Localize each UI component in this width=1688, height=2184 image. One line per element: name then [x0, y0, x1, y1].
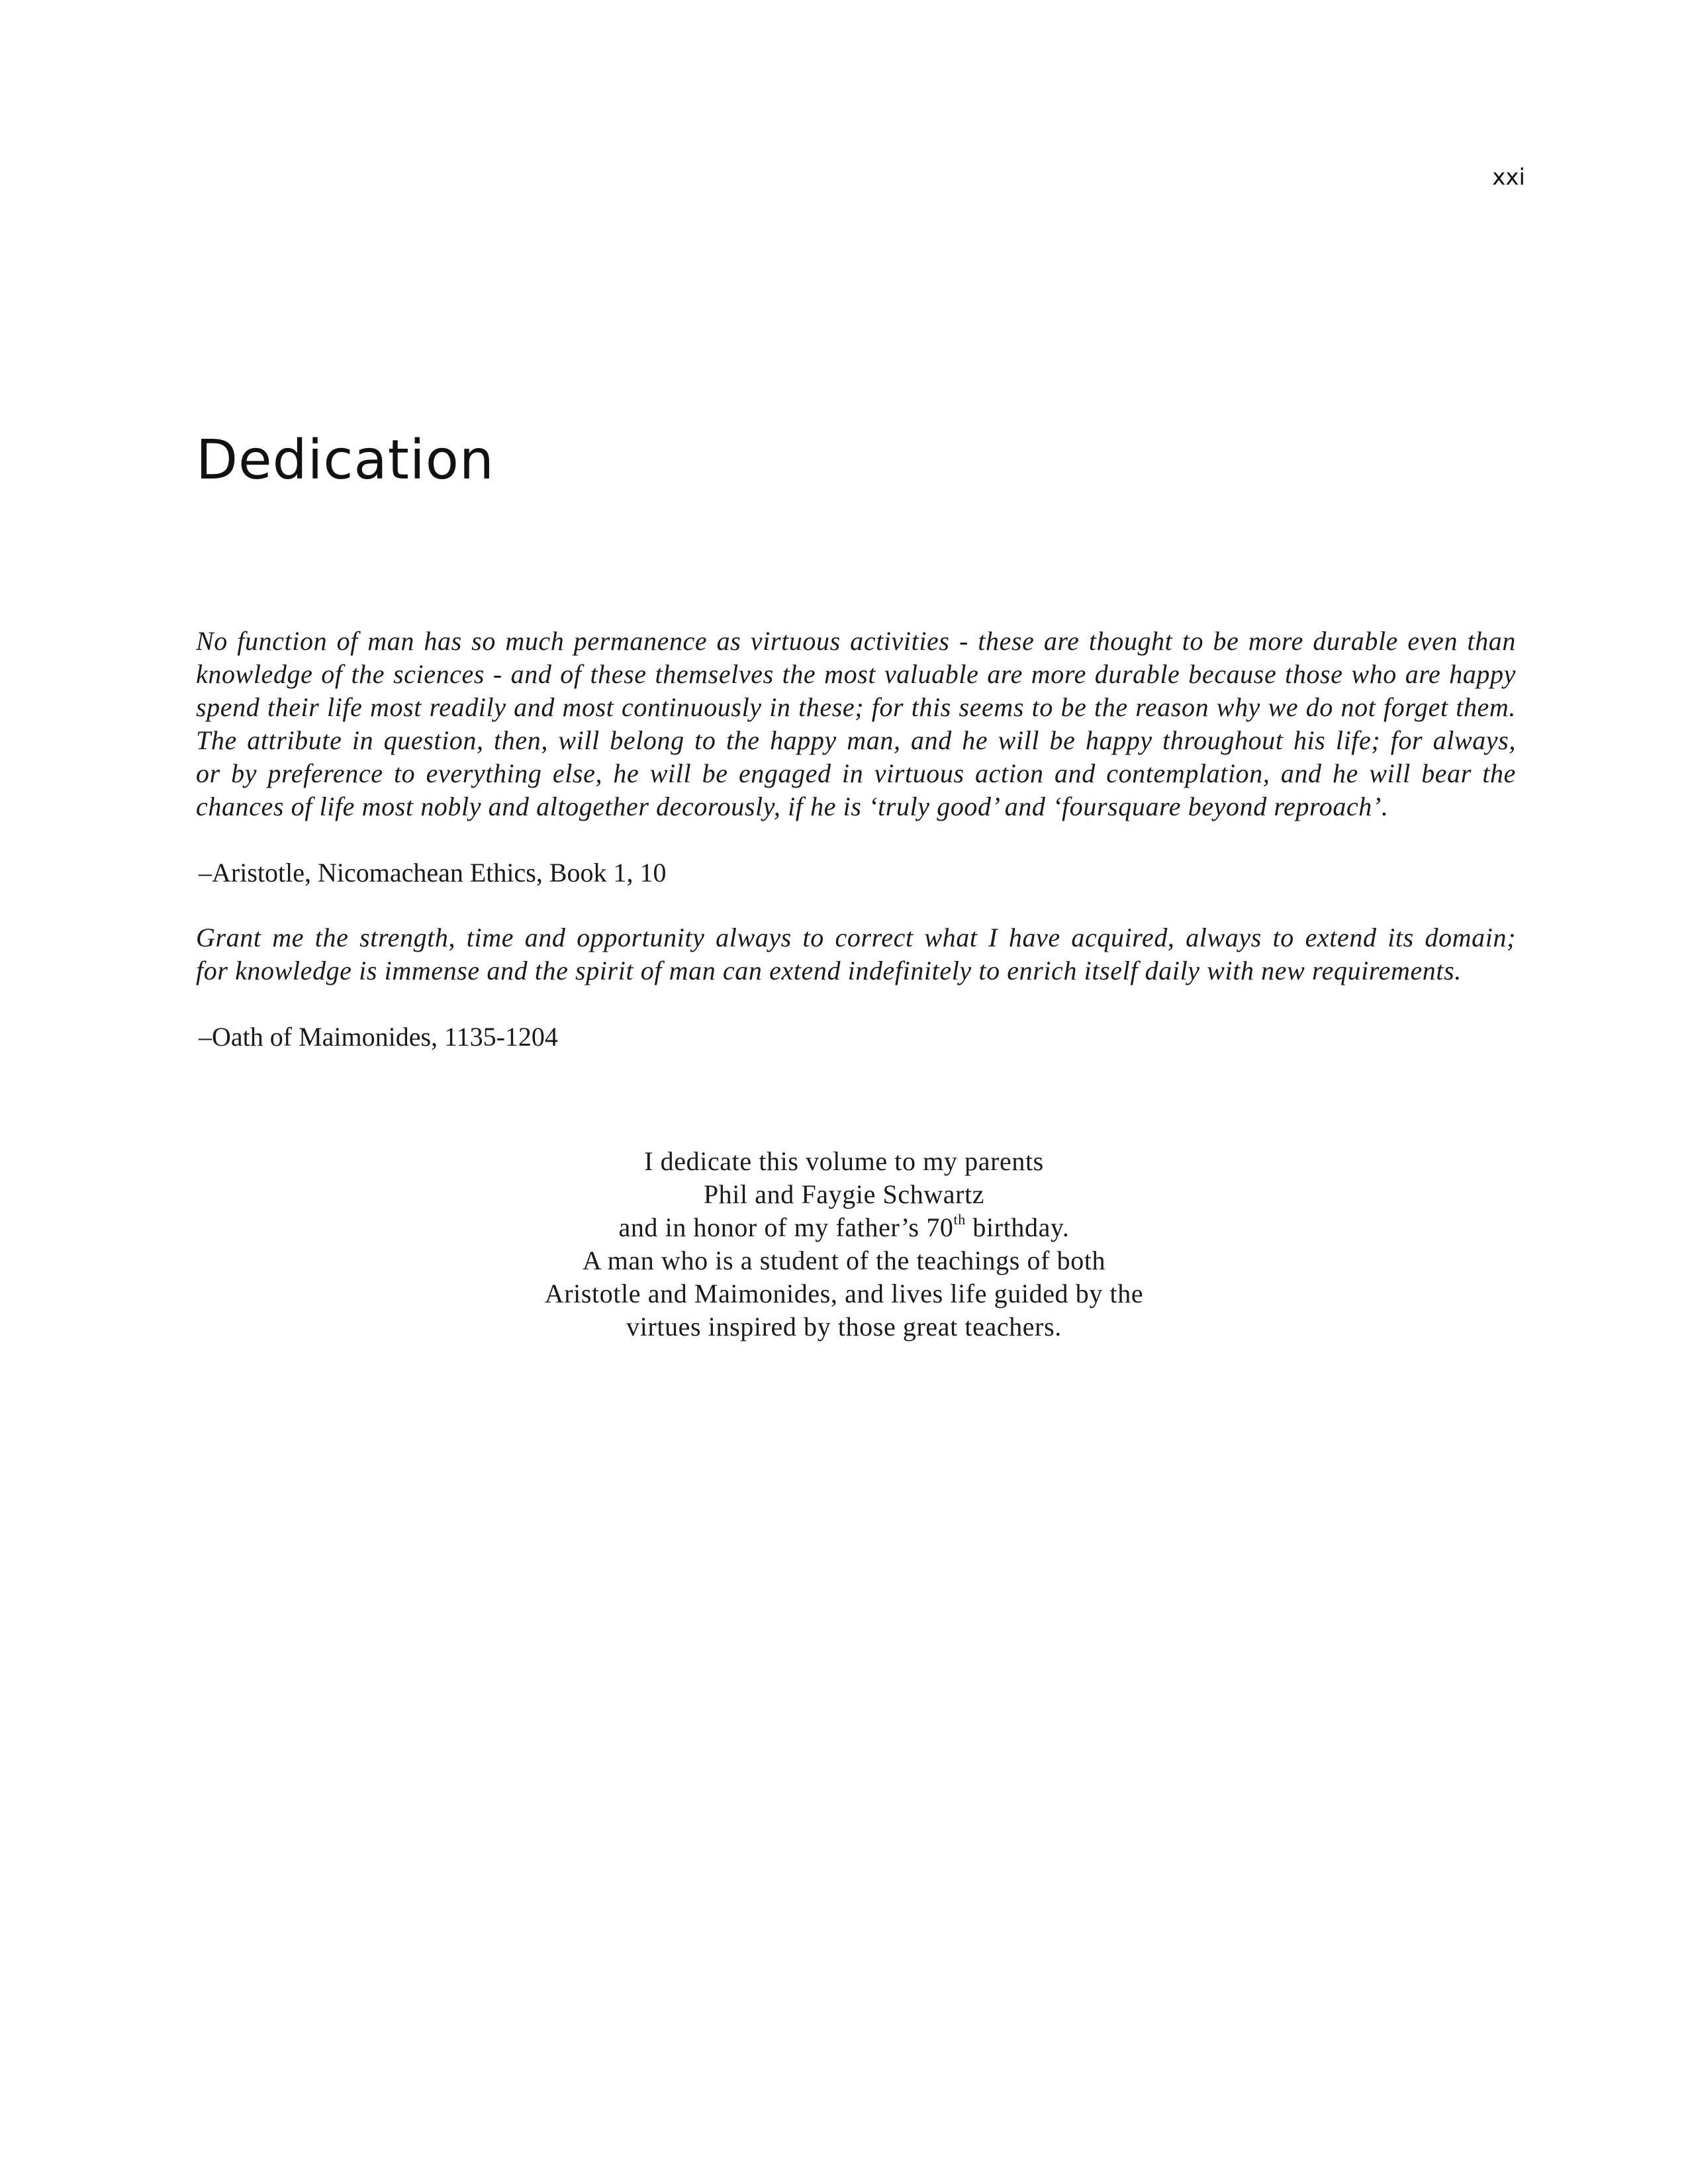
dedication-text: birthday.: [965, 1212, 1070, 1242]
quote-line: Grant me the strength, time and opportunity always to correct what I have acquired, always to extend its domain;: [196, 923, 1516, 952]
quote-line: for knowledge is immense and the spirit of man can extend indefinitely to enrich itself daily with new requirements.: [196, 956, 1462, 985]
ordinal-suffix: th: [953, 1210, 966, 1228]
aristotle-quote: [196, 625, 1516, 823]
dedication-line: virtues inspired by those great teachers.: [626, 1312, 1062, 1342]
dedication-text: and in honor of my father’s 70: [618, 1212, 954, 1242]
quote-line: or by preference to everything else, he will be engaged in virtuous action and contemplation, and he will bear the: [196, 758, 1516, 788]
page-number: xxi: [1492, 164, 1525, 191]
dedication-line: Aristotle and Maimonides, and lives life guided by the: [544, 1279, 1144, 1308]
quote-line: chances of life most nobly and altogether decorously, if he is ‘truly good’ and ‘foursquare beyond reproach’.: [196, 792, 1389, 821]
maimonides-quote: [196, 921, 1516, 987]
dedication-block: [0, 1145, 1688, 1343]
maimonides-attribution: –Oath of Maimonides, 1135-1204: [199, 1022, 558, 1052]
dedication-line: Phil and Faygie Schwartz: [703, 1179, 985, 1209]
quote-line: spend their life most readily and most continuously in these; for this seems to be the reason why we do not forget them.: [196, 692, 1516, 722]
dedication-line: [0, 1211, 1688, 1244]
page-title: Dedication: [196, 429, 494, 492]
quote-line: The attribute in question, then, will belong to the happy man, and he will be happy throughout his life; for always,: [196, 725, 1516, 755]
dedication-line: I dedicate this volume to my parents: [644, 1146, 1044, 1176]
dedication-line: A man who is a student of the teachings of both: [582, 1246, 1106, 1275]
quote-line: knowledge of the sciences - and of these themselves the most valuable are more durable because those who are happy: [196, 659, 1516, 689]
quote-line: No function of man has so much permanence as virtuous activities - these are thought to be more durable even than: [196, 626, 1516, 656]
epigraphs: [196, 625, 1516, 1085]
aristotle-attribution: –Aristotle, Nicomachean Ethics, Book 1, 10: [199, 858, 667, 887]
